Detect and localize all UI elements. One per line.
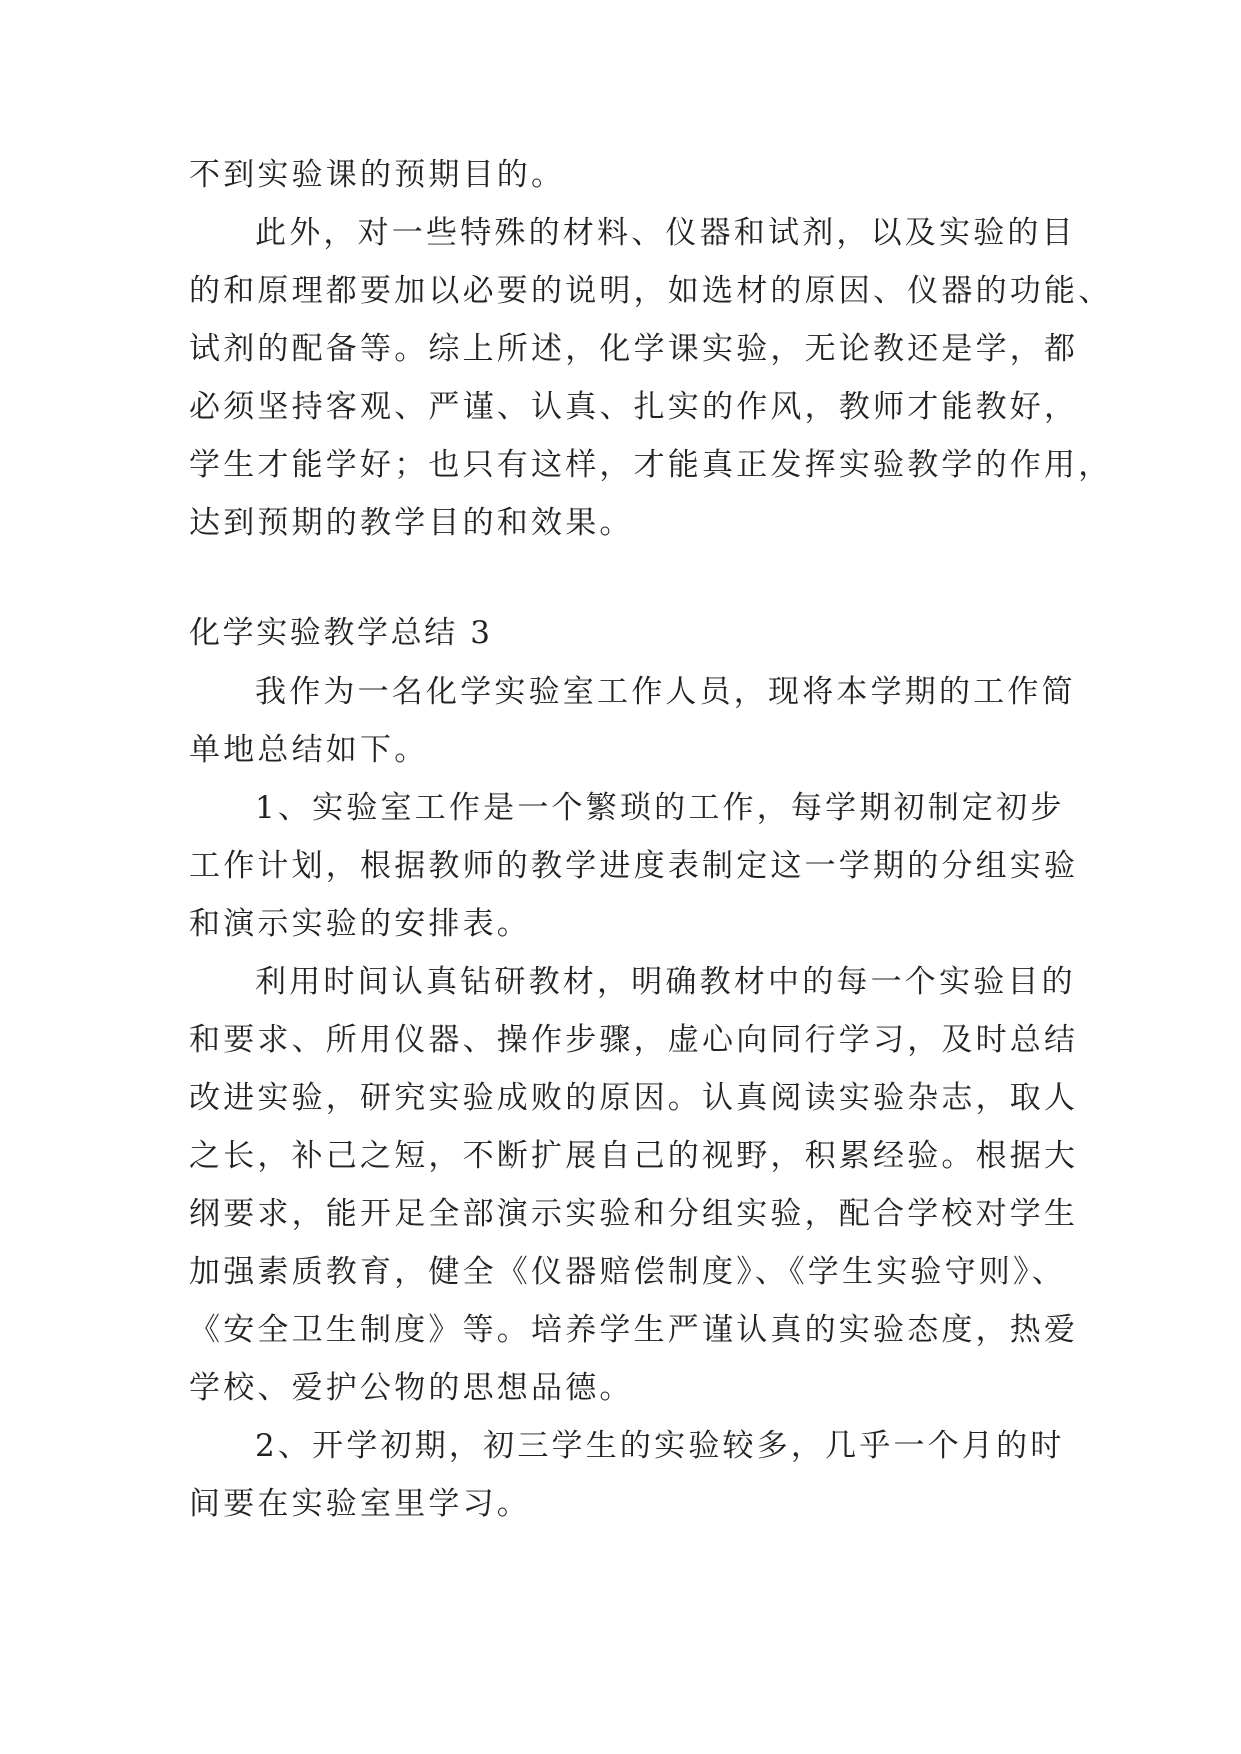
paragraph-5-line: 《安全卫生制度》等。培养学生严谨认真的实验态度，热爱 [189, 1312, 1079, 1348]
paragraph-5-line: 改进实验，研究实验成败的原因。认真阅读实验杂志，取人 [189, 1080, 1079, 1116]
section-heading: 化学实验教学总结 3 [189, 615, 493, 651]
paragraph-2-line: 达到预期的教学目的和效果。 [189, 505, 634, 541]
paragraph-2-line: 的和原理都要加以必要的说明，如选材的原因、仪器的功能、 [189, 273, 1113, 309]
paragraph-2-line: 必须坚持客观、严谨、认真、扎实的作风，教师才能教好， [189, 389, 1079, 425]
paragraph-3-line: 我作为一名化学实验室工作人员，现将本学期的工作简 [255, 674, 1076, 710]
paragraph-2-line: 此外，对一些特殊的材料、仪器和试剂，以及实验的目 [255, 215, 1076, 251]
paragraph-5-line: 利用时间认真钻研教材，明确教材中的每一个实验目的 [255, 964, 1076, 1000]
document-page [189, 150, 1113, 1650]
paragraph-3-line: 单地总结如下。 [189, 732, 429, 768]
paragraph-5-line: 之长，补己之短，不断扩展自己的视野，积累经验。根据大 [189, 1138, 1079, 1174]
paragraph-4-line: 1、实验室工作是一个繁琐的工作，每学期初制定初步 [255, 790, 1065, 826]
paragraph-5-line: 纲要求，能开足全部演示实验和分组实验，配合学校对学生 [189, 1196, 1079, 1232]
paragraph-5-line: 学校、爱护公物的思想品德。 [189, 1370, 634, 1406]
paragraph-5-line: 加强素质教育，健全《仪器赔偿制度》、《学生实验守则》、 [189, 1254, 1066, 1290]
paragraph-6-line: 间要在实验室里学习。 [189, 1486, 531, 1522]
paragraph-4-line: 和演示实验的安排表。 [189, 906, 531, 942]
paragraph-6-line: 2、开学初期，初三学生的实验较多，几乎一个月的时 [255, 1428, 1065, 1464]
paragraph-1-line: 不到实验课的预期目的。 [189, 157, 566, 193]
paragraph-5-line: 和要求、所用仪器、操作步骤，虚心向同行学习，及时总结 [189, 1022, 1079, 1058]
paragraph-2-line: 试剂的配备等。综上所述，化学课实验，无论教还是学，都 [189, 331, 1079, 367]
paragraph-2-line: 学生才能学好；也只有这样，才能真正发挥实验教学的作用， [189, 447, 1113, 483]
paragraph-4-line: 工作计划，根据教师的教学进度表制定这一学期的分组实验 [189, 848, 1079, 884]
